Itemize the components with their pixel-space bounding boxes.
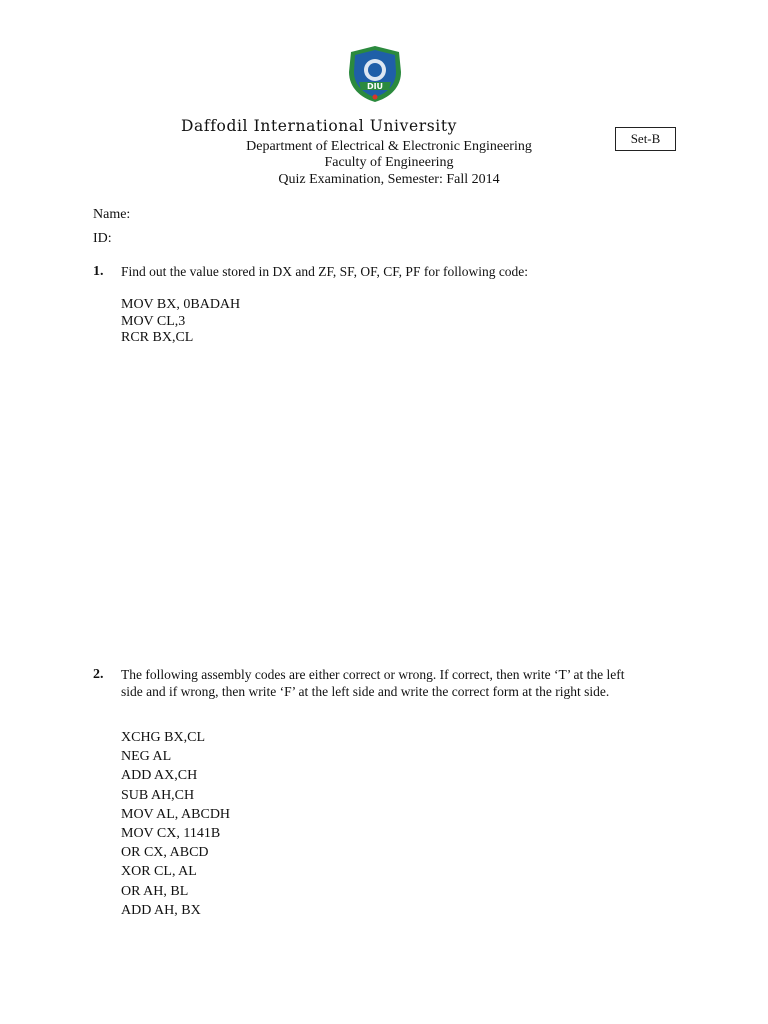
code-line: MOV AL, ABCDH	[121, 806, 231, 822]
code-line: OR AH, BL	[121, 883, 189, 899]
question-1-code	[121, 297, 240, 347]
id-label: ID:	[93, 231, 112, 246]
code-line: MOV BX, 0BADAH	[121, 297, 241, 312]
code-line: ADD AH, BX	[121, 902, 201, 918]
name-label: Name:	[93, 207, 131, 222]
code-line: XCHG BX,CL	[121, 730, 206, 745]
logo-text: DIU	[366, 82, 384, 91]
code-line: SUB AH,CH	[121, 787, 195, 803]
university-name: Daffodil International University	[181, 117, 458, 135]
university-logo	[345, 44, 405, 104]
question-2-number: 2.	[93, 667, 104, 682]
question-2-text: The following assembly codes are either correct or wrong. If correct, then write ‘T’ at the left side and if wrong, then write ‘F’ at the left side and write the correct form at the right side.	[121, 667, 625, 699]
code-line: RCR BX,CL	[121, 330, 194, 345]
question-2-code	[121, 728, 230, 920]
question-1-number: 1.	[93, 264, 104, 279]
department-name: Department of Electrical & Electronic Engineering	[246, 139, 532, 154]
code-line: NEG AL	[121, 749, 172, 765]
code-line: ADD AX,CH	[121, 768, 198, 784]
code-line: OR CX, ABCD	[121, 845, 209, 861]
code-line: XOR CL, AL	[121, 864, 197, 880]
set-badge	[615, 127, 676, 151]
question-1-text: Find out the value stored in DX and ZF, SF, OF, CF, PF for following code:	[121, 264, 529, 279]
code-line: MOV CX, 1141B	[121, 825, 221, 841]
code-line: MOV CL,3	[121, 313, 186, 329]
exam-title: Quiz Examination, Semester: Fall 2014	[278, 172, 500, 187]
faculty-name: Faculty of Engineering	[324, 155, 454, 170]
set-label: Set-B	[630, 131, 661, 146]
